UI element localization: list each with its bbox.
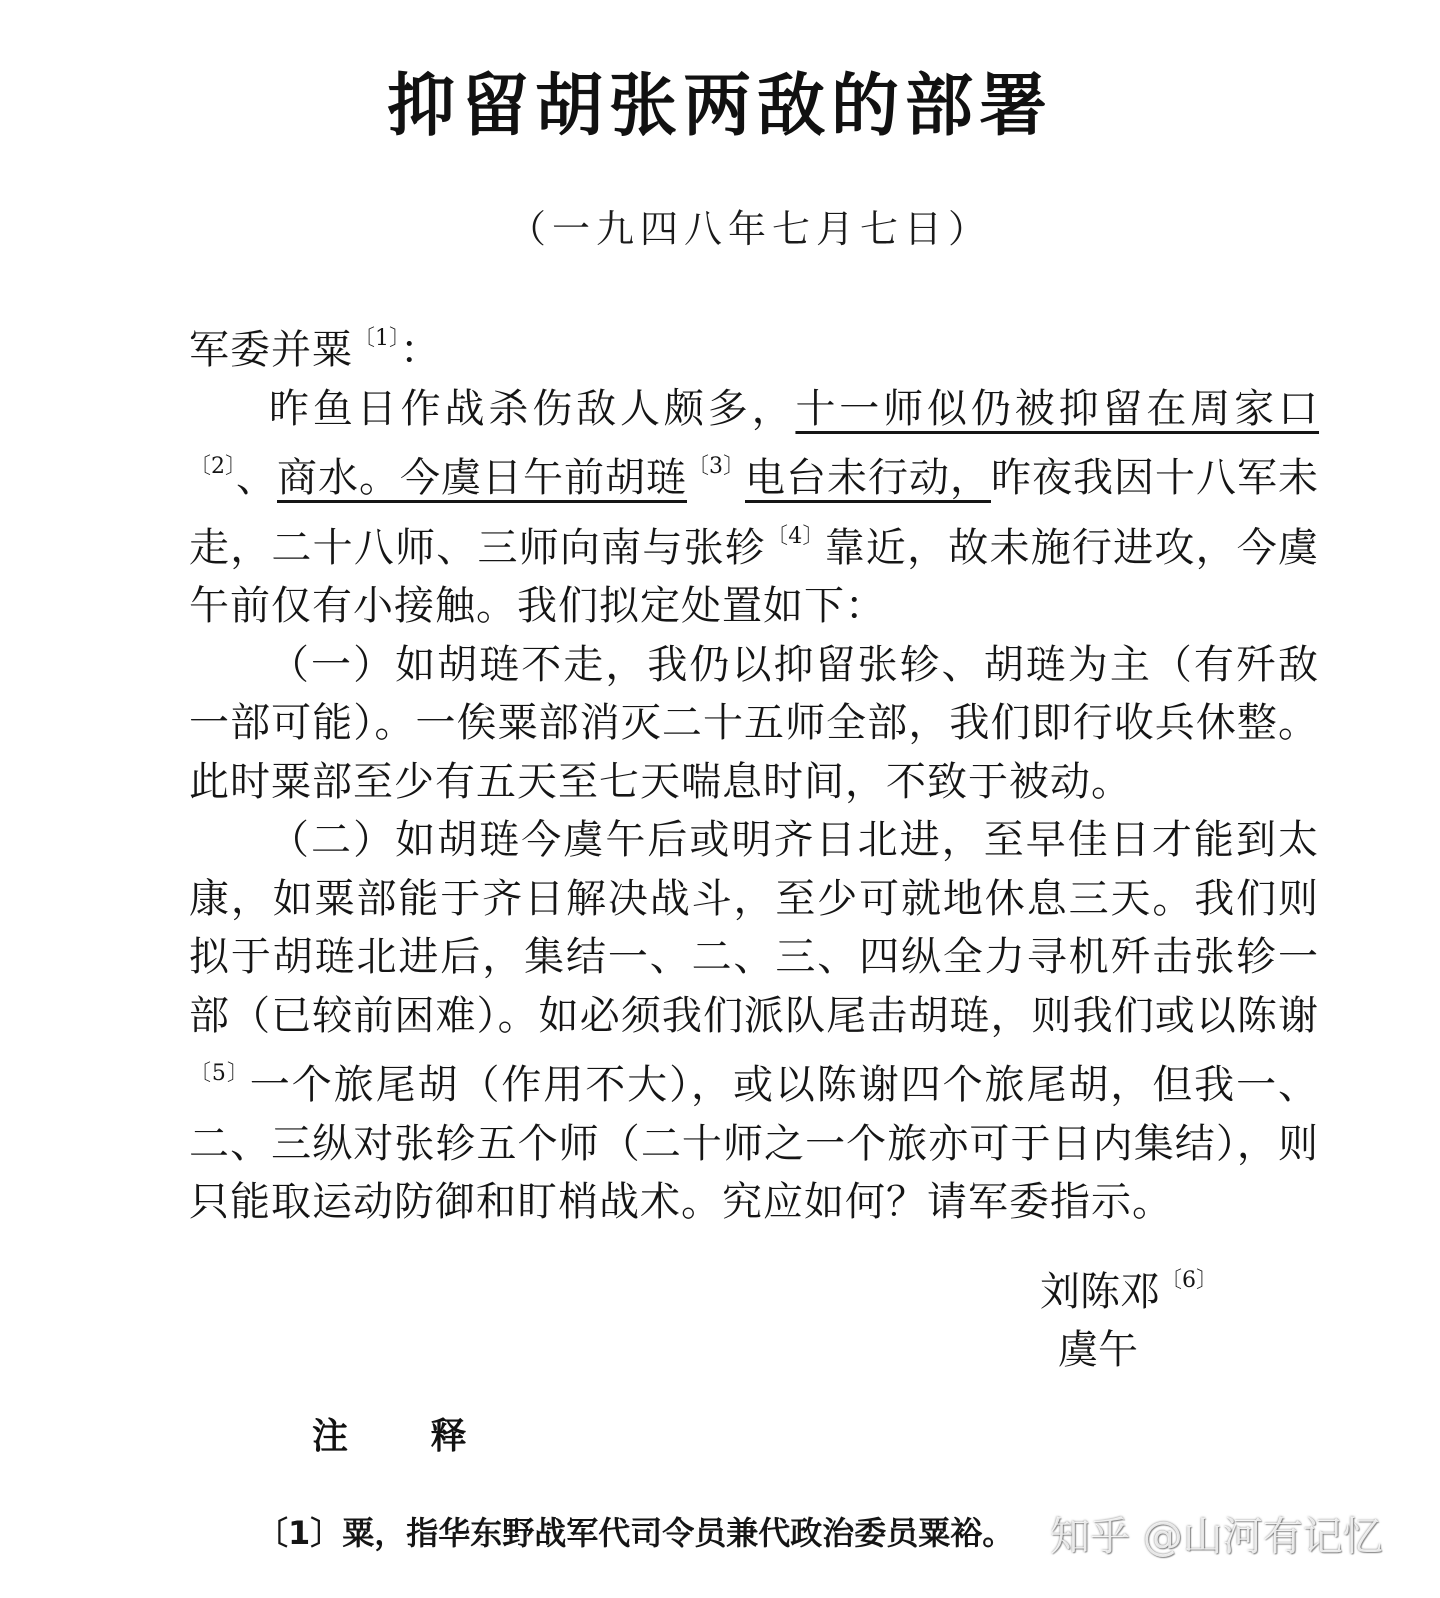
- paragraph-3-text-b: 一个旅尾胡（作用不大），或以陈谢四个旅尾胡，但我一、二、三纵对张轸五个师（二十师之一个旅亦可于日内集结），则只能取运动防御和盯梢战术。究应如何？请军委指示。: [189, 1062, 1320, 1225]
- document-date: （一九四八年七月七日）: [507, 207, 992, 251]
- paragraph-1-text-d: 靠近，故未施行进攻，今虞午前仅有小接触。我们拟定处置如下：: [189, 524, 1319, 629]
- paragraph-2: （一）如胡琏不走，我仍以抑留张轸、胡琏为主（有歼敌一部可能）。一俟粟部消灭二十五师全部，我们即行收兵休整。此时粟部至少有五天至七天喘息时间，不致于被动。: [189, 641, 1319, 805]
- telegram-body: [189, 310, 1319, 1232]
- footnote-ref-1[interactable]: 〔1〕: [353, 326, 400, 351]
- footnote-ref-5[interactable]: 〔5〕: [189, 1061, 250, 1086]
- paragraph-3-text-a: （二）如胡琏今虞午后或明齐日北进，至早佳日才能到太康，如粟部能于齐日解决战斗，至少可就地休息三天。我们则拟于胡琏北进后，集结一、二、三、四纵全力寻机歼击张轸一部（已较前困难）。如必须我们派队尾击胡琏，则我们或以陈谢: [189, 817, 1319, 1039]
- signature-time: 虞午: [1058, 1327, 1138, 1373]
- signature-name-line: [1040, 1252, 1300, 1321]
- underlined-text-b: 商水。今虞日午前胡琏: [277, 455, 687, 501]
- footnote-ref-3[interactable]: 〔3〕: [687, 454, 745, 479]
- signature-block: [1040, 1252, 1300, 1379]
- salutation-text: 军委并粟: [189, 327, 353, 373]
- underlined-text-a: 十一师似仍被抑留在周家口: [795, 385, 1320, 432]
- footnote-ref-2[interactable]: 〔2〕: [189, 454, 236, 479]
- paragraph-1-text-a: 昨鱼日作战杀伤敌人颇多，: [269, 385, 796, 432]
- zhihu-watermark: 知乎 @山河有记忆: [1050, 1514, 1383, 1560]
- note-1: 〔1〕粟，指华东野战军代司令员兼代政治委员粟裕。: [256, 1514, 1015, 1552]
- document-title: 抑留胡张两敌的部署: [386, 67, 1053, 146]
- footnote-ref-4[interactable]: 〔4〕: [766, 523, 825, 549]
- underlined-text-c: 电台未行动，: [745, 455, 991, 501]
- paragraph-1-text-c: 昨夜我因十八军未走，二十八师、三师向南与张轸: [189, 455, 1319, 571]
- paragraph-3: [189, 811, 1319, 1232]
- paragraph-1-text-b: 、: [236, 455, 277, 501]
- notes-heading: 注 释: [312, 1416, 467, 1457]
- signature-name: 刘陈邓: [1040, 1269, 1160, 1315]
- salutation: [189, 310, 1319, 380]
- paragraph-1: [189, 380, 1319, 636]
- footnote-ref-6[interactable]: 〔6〕: [1160, 1268, 1218, 1293]
- salutation-colon: ：: [400, 327, 441, 373]
